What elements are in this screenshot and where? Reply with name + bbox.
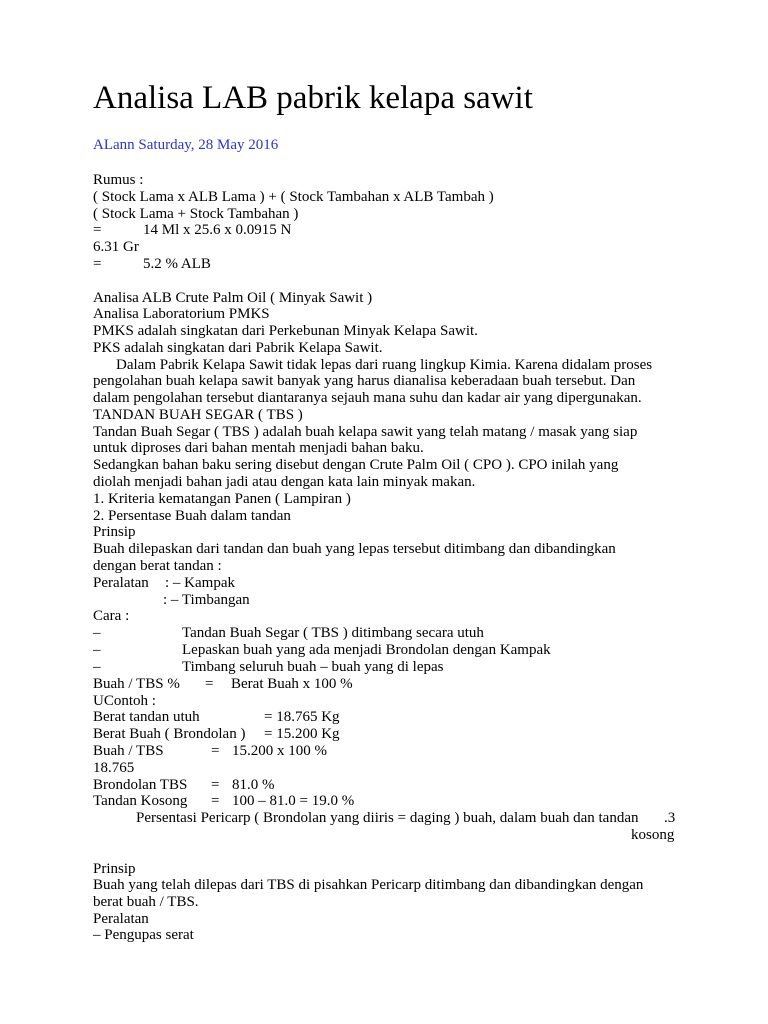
text-line-30-col-0: Buah / TBS % [93,676,180,692]
text-line-38-col-1: .3 [664,810,676,826]
text-line-23: dengan berat tandan : [93,558,222,574]
text-line-20: 2. Persentase Buah dalam tandan [93,508,291,524]
text-line-28-col-1: Lepaskan buah yang ada menjadi Brondolan dengan Kampak [182,642,551,658]
text-line-21: Prinsip [93,524,136,540]
text-line-27-col-0: – [93,625,101,641]
text-line-19: 1. Kriteria kematangan Panen ( Lampiran ) [93,491,351,507]
text-line-2: ( Stock Lama + Stock Tambahan ) [93,206,299,222]
text-line-38-col-0: Persentasi Pericarp ( Brondolan yang diiris = daging ) buah, dalam buah dan tandan [136,810,639,826]
text-line-10: PKS adalah singkatan dari Pabrik Kelapa Sawit. [93,340,383,356]
text-line-33-col-0: Berat Buah ( Brondolan ) [93,726,246,742]
text-line-4: 6.31 Gr [93,239,139,255]
document-title: Analisa LAB pabrik kelapa sawit [93,80,533,116]
text-line-3-col-1: 14 Ml x 25.6 x 0.0915 N [143,222,292,238]
text-line-1: ( Stock Lama x ALB Lama ) + ( Stock Tambahan x ALB Tambah ) [93,189,494,205]
text-line-29-col-1: Timbang seluruh buah – buah yang di lepas [182,659,444,675]
text-line-18: diolah menjadi bahan jadi atau dengan kata lain minyak makan. [93,474,476,490]
text-line-28-col-0: – [93,642,101,658]
text-line-33-col-1: = 15.200 Kg [264,726,340,742]
text-line-36-col-0: Brondolan TBS [93,777,188,793]
text-line-15: Tandan Buah Segar ( TBS ) adalah buah kelapa sawit yang telah matang / masak yang siap [93,424,638,440]
text-line-43: berat buah / TBS. [93,894,199,910]
text-line-36-col-2: 81.0 % [232,777,275,793]
text-line-29-col-0: – [93,659,101,675]
text-line-32-col-0: Berat tandan utuh [93,709,200,725]
text-line-44: Peralatan [93,911,149,927]
text-line-39: kosong [631,827,675,843]
text-line-3-col-0: = [93,222,102,238]
text-line-8: Analisa Laboratorium PMKS [93,306,270,322]
text-line-7: Analisa ALB Crute Palm Oil ( Minyak Sawit ) [93,290,373,306]
text-line-12: pengolahan buah kelapa sawit banyak yang harus dianalisa keberadaan buah tersebut. Dan [93,373,636,389]
text-line-24-col-0: Peralatan [93,575,149,591]
text-line-14: TANDAN BUAH SEGAR ( TBS ) [93,407,303,423]
text-line-24-col-1: : – Kampak [165,575,235,591]
text-line-0: Rumus : [93,172,144,188]
text-line-27-col-1: Tandan Buah Segar ( TBS ) ditimbang secara utuh [182,625,484,641]
text-line-42: Buah yang telah dilepas dari TBS di pisahkan Pericarp ditimbang dan dibandingkan dengan [93,877,644,893]
text-line-11: Dalam Pabrik Kelapa Sawit tidak lepas dari ruang lingkup Kimia. Karena didalam proses [116,357,653,373]
text-line-17: Sedangkan bahan baku sering disebut dengan Crute Palm Oil ( CPO ). CPO inilah yang [93,457,619,473]
text-line-25: : – Timbangan [163,592,250,608]
text-line-36-col-1: = [211,777,220,793]
text-line-22: Buah dilepaskan dari tandan dan buah yang lepas tersebut ditimbang dan dibandingkan [93,541,616,557]
text-line-41: Prinsip [93,861,136,877]
author-date-link[interactable]: ALann Saturday, 28 May 2016 [93,137,279,153]
text-line-37-col-0: Tandan Kosong [93,793,188,809]
text-line-32-col-1: = 18.765 Kg [264,709,340,725]
text-line-5-col-1: 5.2 % ALB [143,256,211,272]
text-line-30-col-2: Berat Buah x 100 % [231,676,353,692]
text-line-34-col-0: Buah / TBS [93,743,164,759]
text-line-37-col-2: 100 – 81.0 = 19.0 % [232,793,355,809]
text-line-26: Cara : [93,608,130,624]
text-line-30-col-1: = [205,676,214,692]
text-line-5-col-0: = [93,256,102,272]
text-line-37-col-1: = [211,793,220,809]
text-line-31: UContoh : [93,693,156,709]
text-line-16: untuk diproses dari bahan mentah menjadi bahan baku. [93,440,424,456]
text-line-34-col-2: 15.200 x 100 % [232,743,327,759]
text-line-9: PMKS adalah singkatan dari Perkebunan Minyak Kelapa Sawit. [93,323,478,339]
text-line-35: 18.765 [93,760,135,776]
text-line-13: dalam pengolahan tersebut diantaranya sejauh mana suhu dan kadar air yang dipergunakan. [93,390,642,406]
text-line-34-col-1: = [211,743,220,759]
text-line-45: – Pengupas serat [93,927,194,943]
